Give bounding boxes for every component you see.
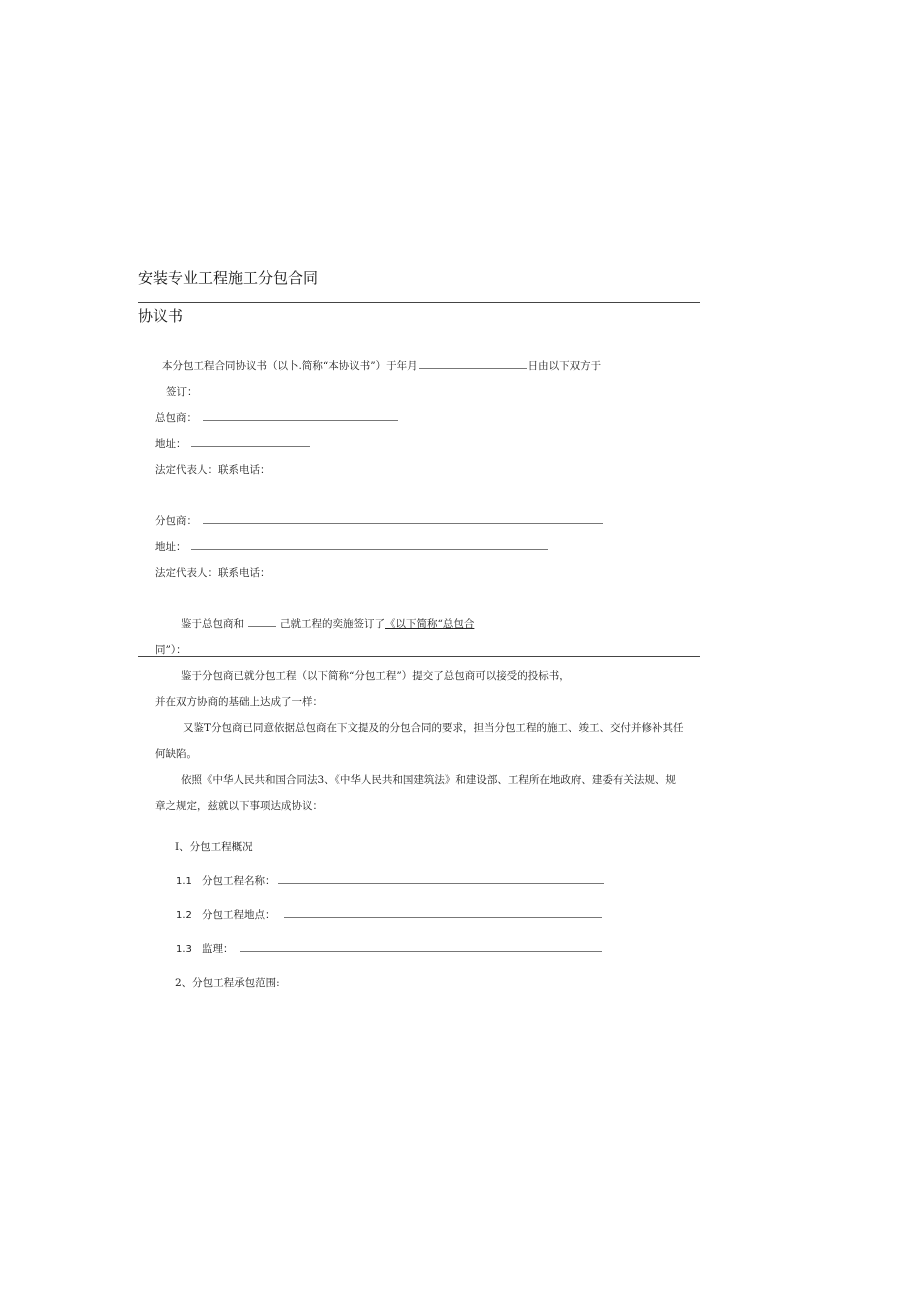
intro-line-2: 签订： [166, 386, 198, 398]
whereas-1-underlined: 《以下简称“总包合 [385, 618, 475, 630]
item-1-3-blank [240, 941, 602, 952]
whereas-1-mid: 己就工程的奕施签订了 [280, 618, 385, 630]
section-2-heading: 2、分包工程承包范围: [175, 977, 280, 989]
item-1-1-number: 1.1 [176, 876, 192, 887]
whereas-2-line-2: 并在双方协商的基础上达成了一样： [155, 696, 323, 708]
item-1-1 [176, 873, 604, 888]
section-divider [138, 656, 700, 657]
whereas-1-line-2: 同”）： [155, 644, 187, 656]
item-1-1-label: 分包工程名称： [202, 875, 276, 887]
according-line-2: 章之规定，兹就以下事项达成协议： [155, 800, 323, 812]
gc-address-blank [191, 436, 310, 447]
intro-text: 本分包工程合同协议书（以卜.简称“本协议书”）于年月 [162, 360, 418, 372]
item-1-2 [176, 907, 602, 922]
date-blank [419, 358, 527, 369]
intro-tail: 日由以下双方于 [527, 360, 602, 372]
title-divider [138, 302, 700, 303]
item-1-2-number: 1.2 [176, 910, 192, 921]
whereas-3-line-2: 何缺陷。 [155, 748, 197, 760]
whereas-1-pre: 鉴于总包商和 [181, 618, 244, 630]
gc-address-line [155, 436, 310, 451]
item-1-2-blank [284, 907, 602, 918]
item-1-1-blank [278, 873, 604, 884]
item-1-2-label: 分包工程地点： [202, 909, 276, 921]
sub-rep-line: 法定代表人：联系电话： [155, 567, 271, 579]
item-1-3-label: 监理： [202, 943, 234, 955]
agreement-heading: 协议书 [138, 307, 184, 325]
gc-address-label: 地址： [155, 438, 187, 450]
section-1-heading: I、分包工程概况 [175, 841, 253, 853]
whereas-2-line-1: 鉴于分包商已就分包工程（以下简称“分包工程”）提交了总包商可以接受的投标书， [181, 670, 570, 682]
sub-name-line [155, 513, 603, 528]
gc-name-label: 总包商： [155, 412, 197, 424]
sub-address-line [155, 539, 548, 554]
gc-name-blank [203, 410, 398, 421]
sub-address-label: 地址： [155, 541, 187, 553]
whereas-1-line-1 [181, 616, 474, 631]
party-blank [248, 616, 276, 627]
sub-name-blank [203, 513, 603, 524]
gc-name-line [155, 410, 398, 425]
item-1-3 [176, 941, 602, 956]
gc-rep-line: 法定代表人：联系电话： [155, 464, 271, 476]
intro-line-1 [162, 358, 601, 373]
sub-address-blank [191, 539, 548, 550]
item-1-3-number: 1.3 [176, 944, 192, 955]
sub-name-label: 分包商： [155, 515, 197, 527]
document-title: 安装专业工程施工分包合同 [138, 269, 319, 287]
whereas-3-line-1: 又鉴T分包商已同意依据总包商在下文提及的分包合同的要求，担当分包工程的施工、竣工、交付并修补其任 [183, 722, 684, 734]
according-line-1: 依照《中华人民共和国合同法3、《中华人民共和国建筑法》和建设部、工程所在地政府、建委有关法规、规 [181, 774, 676, 786]
